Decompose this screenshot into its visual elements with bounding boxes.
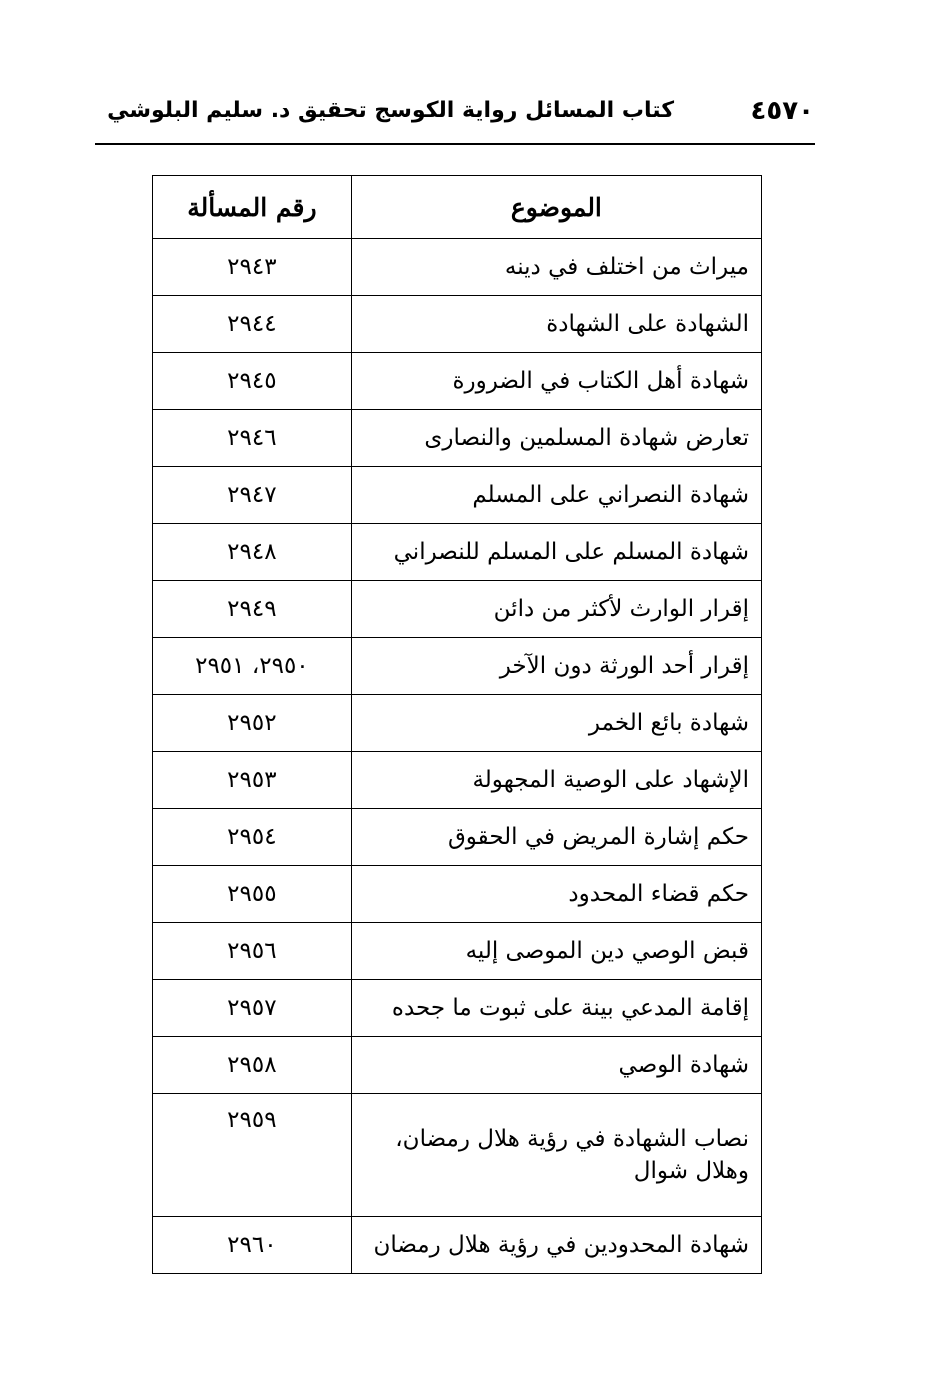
topic-cell: تعارض شهادة المسلمين والنصارى (351, 410, 761, 467)
number-cell: ٢٩٥٣ (153, 752, 352, 809)
table-row (153, 695, 762, 752)
topic-cell: الإشهاد على الوصية المجهولة (351, 752, 761, 809)
table-row (153, 980, 762, 1037)
number-cell: ٢٩٥٨ (153, 1037, 352, 1094)
number-cell: ٢٩٤٣ (153, 239, 352, 296)
number-cell: ٢٩٥٤ (153, 809, 352, 866)
table-row (153, 866, 762, 923)
table-header-row (153, 176, 762, 239)
column-header-number: رقم المسألة (153, 176, 352, 239)
topic-cell: قبض الوصي دين الموصى إليه (351, 923, 761, 980)
number-cell: ٢٩٤٤ (153, 296, 352, 353)
book-title: كتاب المسائل رواية الكوسج تحقيق د. سليم البلوشي (107, 98, 674, 123)
topic-cell: نصاب الشهادة في رؤية هلال رمضان، وهلال شوال (351, 1094, 761, 1217)
number-cell: ٢٩٥٩ (153, 1094, 352, 1217)
table-row (153, 410, 762, 467)
number-cell: ٢٩٥٧ (153, 980, 352, 1037)
table-row (153, 467, 762, 524)
table-row (153, 923, 762, 980)
number-cell: ٢٩٤٨ (153, 524, 352, 581)
topic-cell: شهادة بائع الخمر (351, 695, 761, 752)
table-row (153, 752, 762, 809)
topic-cell: ميراث من اختلف في دينه (351, 239, 761, 296)
table-row (153, 353, 762, 410)
topic-cell: إقامة المدعي بينة على ثبوت ما جحده (351, 980, 761, 1037)
number-cell: ٢٩٤٧ (153, 467, 352, 524)
number-cell: ٢٩٥٥ (153, 866, 352, 923)
table-row (153, 638, 762, 695)
table-row (153, 1037, 762, 1094)
table-row (153, 1094, 762, 1217)
topic-cell: حكم إشارة المريض في الحقوق (351, 809, 761, 866)
number-cell: ٢٩٤٥ (153, 353, 352, 410)
table-row (153, 809, 762, 866)
topic-cell: إقرار أحد الورثة دون الآخر (351, 638, 761, 695)
topic-cell: إقرار الوارث لأكثر من دائن (351, 581, 761, 638)
table-row (153, 296, 762, 353)
number-cell: ٢٩٤٩ (153, 581, 352, 638)
table-row (153, 581, 762, 638)
number-cell: ٢٩٤٦ (153, 410, 352, 467)
topic-cell: شهادة النصراني على المسلم (351, 467, 761, 524)
table-row (153, 1217, 762, 1274)
index-table (152, 175, 762, 1274)
topic-cell: شهادة المحدودين في رؤية هلال رمضان (351, 1217, 761, 1274)
topic-cell: حكم قضاء المحدود (351, 866, 761, 923)
table-row (153, 239, 762, 296)
number-cell: ٢٩٥٦ (153, 923, 352, 980)
number-cell: ٢٩٥٢ (153, 695, 352, 752)
header-divider (95, 143, 815, 145)
number-cell: ٢٩٥٠، ٢٩٥١ (153, 638, 352, 695)
topic-cell: شهادة أهل الكتاب في الضرورة (351, 353, 761, 410)
column-header-topic: الموضوع (351, 176, 761, 239)
topic-cell: الشهادة على الشهادة (351, 296, 761, 353)
topic-cell: شهادة المسلم على المسلم للنصراني (351, 524, 761, 581)
topic-cell: شهادة الوصي (351, 1037, 761, 1094)
number-cell: ٢٩٦٠ (153, 1217, 352, 1274)
page-number: ٤٥٧٠ (750, 96, 814, 126)
table-row (153, 524, 762, 581)
